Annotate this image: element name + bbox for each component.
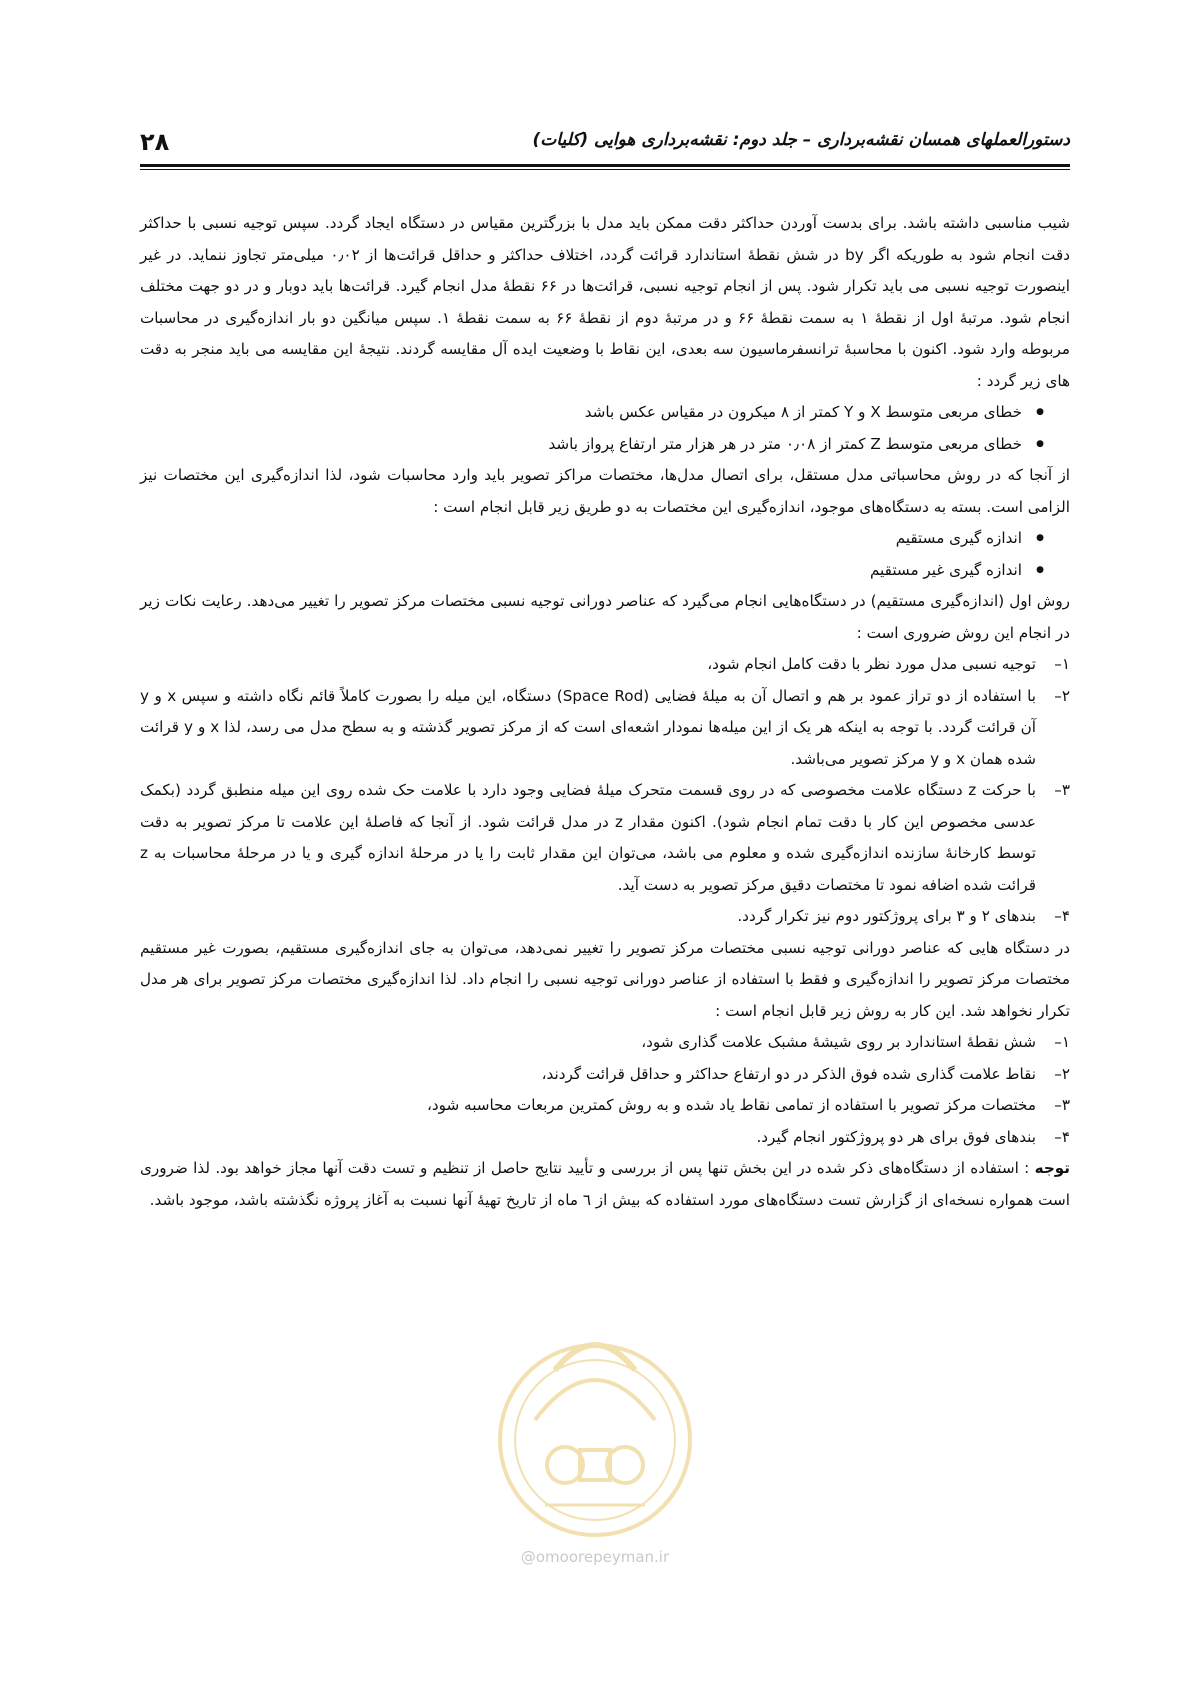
page-header — [140, 128, 1070, 168]
watermark-logo — [475, 1300, 715, 1570]
list-number: ۳– — [1054, 1096, 1070, 1114]
list-number: ۲– — [1054, 1064, 1070, 1083]
list-number: ۴– — [1054, 907, 1070, 925]
paragraph-4: در دستگاه هایی که عناصر دورانی توجیه نسبی مختصات مرکز تصویر را تغییر نمی‌دهد، می‌توان به جای اندازه‌گیری مستقیم، بصورت غیر مستقیم مختصات مرکز تصویر را اندازه‌گیری و فقط با استفاده از عناصر دورانی توجیه نسبی را انجام داد. لذا اندازه‌گیری مختصات مرکز تصویر برای هر مدل تکرار نخواهد شد. این کار به روش زیر قابل انجام است : — [140, 938, 1070, 1020]
watermark-url: @omoorepeyman.ir — [520, 1548, 670, 1566]
list-item — [140, 649, 1070, 681]
page-number: ۲۸ — [140, 128, 170, 156]
bullet-item: ● خطای مربعی متوسط Z کمتر از ۰٫۰۸ متر در هر هزار متر ارتفاع پرواز باشد — [140, 429, 1070, 461]
bullet-item: ● خطای مربعی متوسط X و Y کمتر از ۸ میکرون در مقیاس عکس باشد — [140, 397, 1070, 429]
paragraph-1: شیب مناسبی داشته باشد. برای بدست آوردن حداکثر دقت ممکن باید مدل با بزرگترین مقیاس در دستگاه ایجاد گردد. سپس توجیه نسبی با حداکثر دقت انجام شود به طوریکه اگر by در شش نقطهٔ استاندارد قرائت گردد، اختلاف حداکثر و حداقل قرائت‌ها از ۰٫۰۲ میلی‌متر تجاوز ننماید. در غیر اینصورت توجیه نسبی می باید تکرار شود. پس از انجام توجیه نسبی، قرائت‌ها در ۶۶ نقطهٔ مدل انجام گیرد. قرائت‌ها باید دوبار و در دو جهت مختلف انجام شود. مرتبهٔ اول از نقطهٔ ۱ به سمت نقطهٔ ۶۶ و در مرتبهٔ دوم از نقطهٔ ۶۶ به سمت نقطهٔ ۱. سپس میانگین دو بار اندازه‌گیری در محاسبات مربوطه وارد شود. اکنون با محاسبهٔ ترانسفرماسیون سه بعدی، این نقاط با وضعیت ایده آل مقایسه گردند. نتیجهٔ این مقایسه می باید منجر به دقت های زیر گردد : — [140, 214, 1070, 390]
list-number: ۳– — [1054, 781, 1070, 799]
list-item — [140, 1122, 1070, 1154]
note-text: : استفاده از دستگاه‌های ذکر شده در این بخش تنها پس از بررسی و تأیید نتایج حاصل از تنظیم و تست دقت آنها مجاز خواهد بود. لذا ضروری است همواره نسخه‌ای از گزارش تست دستگاه‌های مورد استفاده که بیش از ٦ ماه از تاریخ تهیهٔ آنها نسبت به آغاز پروژه نگذشته باشد، موجود باشد. — [140, 1159, 1070, 1209]
list-text: با حرکت z دستگاه علامت مخصوصی که در روی قسمت متحرک میلهٔ فضایی وجود دارد با علامت حک شده روی این میله منطبق گردد (بکمک عدسی مخصوص این کار با دقت تمام انجام شود). اکنون مقدار z در مدل قرائت شود. از آنجا که فاصلهٔ این علامت تا مرکز تصویر به دقت توسط کارخانهٔ سازنده اندازه‌گیری شده و معلوم می باشد، می‌توان این مقدار ثابت را یا در مرحلهٔ اندازه گیری و یا در مرحلهٔ محاسبات به z قرائت شده اضافه نمود تا مختصات دقیق مرکز تصویر به دست آید. — [140, 781, 1037, 894]
list-text: بندهای فوق برای هر دو پروژکتور انجام گیرد. — [756, 1127, 1036, 1146]
list-item — [140, 901, 1070, 933]
list-item — [140, 681, 1070, 776]
list-number: ۴– — [1054, 1127, 1070, 1146]
note-label: توجه — [1034, 1159, 1070, 1177]
paragraph-2: از آنجا که در روش محاسباتی مدل مستقل، برای اتصال مدل‌ها، مختصات مراکز تصویر باید وارد محاسبات شود، لذا اندازه‌گیری این مختصات نیز الزامی است. بسته به دستگاه‌های موجود، اندازه‌گیری این مختصات به دو طریق زیر قابل انجام است : — [140, 466, 1070, 516]
note-paragraph — [140, 1153, 1070, 1216]
list-item — [140, 1059, 1070, 1091]
list-text: با استفاده از دو تراز عمود بر هم و اتصال آن به میلهٔ فضایی (Space Rod) دستگاه، این میله را بصورت کاملاً قائم نگاه داشته و سپس x و y آن قرائت گردد. با توجه به اینکه هر یک از این میله‌ها نمودار اشعه‌ای است که از مرکز تصویر گذشته و به سطح مدل می رسد، لذا x و y قرائت شده همان x و y مرکز تصویر می‌باشد. — [140, 686, 1036, 768]
header-rule — [140, 164, 1070, 170]
list-item — [140, 775, 1070, 901]
list-number: ۲– — [1054, 686, 1070, 705]
list-text: مختصات مرکز تصویر با استفاده از تمامی نقاط یاد شده و به روش کمترین مربعات محاسبه شود، — [426, 1096, 1036, 1114]
document-body — [140, 208, 1070, 1216]
list-text: شش نقطهٔ استاندارد بر روی شیشهٔ مشبک علامت گذاری شود، — [641, 1033, 1036, 1051]
paragraph-3: روش اول (اندازه‌گیری مستقیم) در دستگاه‌هایی انجام می‌گیرد که عناصر دورانی توجیه نسبی مختصات مرکز تصویر را تغییر می‌دهد. رعایت نکات زیر در انجام این روش ضروری است : — [140, 592, 1070, 642]
list-text: بندهای ۲ و ۳ برای پروژکتور دوم نیز تکرار گردد. — [737, 907, 1036, 925]
bullet-item: ● اندازه گیری غیر مستقیم — [140, 555, 1070, 587]
running-title: دستورالعملهای همسان نقشه‌برداری – جلد دوم: نقشه‌برداری هوایی (کلیات) — [532, 130, 1070, 150]
bullet-item: ● اندازه گیری مستقیم — [140, 523, 1070, 555]
list-text: توجیه نسبی مدل مورد نظر با دقت کامل انجام شود، — [707, 655, 1036, 673]
list-item — [140, 1027, 1070, 1059]
list-number: ۱– — [1054, 655, 1070, 673]
list-item — [140, 1090, 1070, 1122]
list-text: نقاط علامت گذاری شده فوق الذکر در دو ارتفاع حداکثر و حداقل قرائت گردند، — [541, 1064, 1036, 1083]
list-number: ۱– — [1054, 1033, 1070, 1051]
